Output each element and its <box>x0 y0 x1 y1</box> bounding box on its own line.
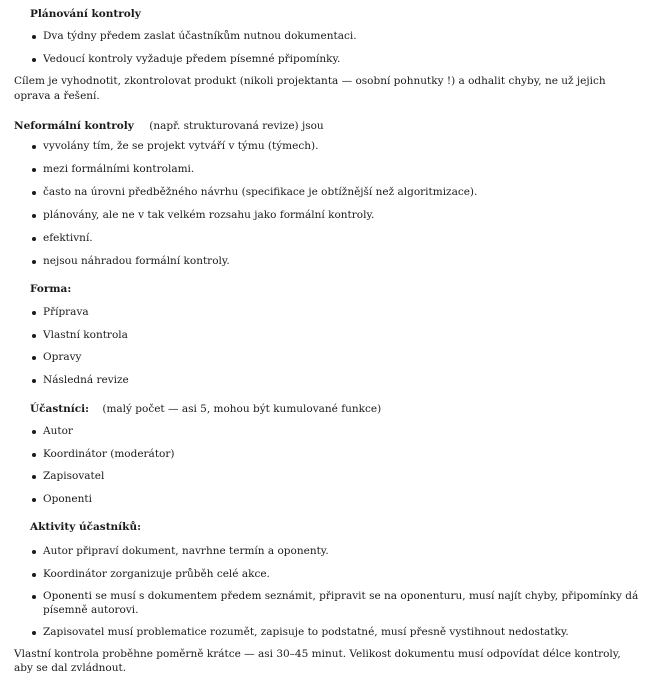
bullet-icon <box>32 311 36 315</box>
bullet-icon <box>32 379 36 383</box>
list-item: Koordinátor (moderátor) <box>43 448 175 460</box>
section-heading-ucastnici <box>30 402 381 417</box>
list-item: Oponenti <box>43 493 92 505</box>
list-item: Koordinátor zorganizuje průběh celé akce. <box>43 568 270 580</box>
list-item: Opravy <box>43 351 82 363</box>
section-heading-aktivity: Aktivity účastníků: <box>30 521 141 533</box>
list-item: Autor připraví dokument, navrhne termín a oponenty. <box>43 545 329 557</box>
bullet-icon <box>32 214 36 218</box>
paragraph-line: oprava a řešení. <box>14 90 100 102</box>
paragraph-line: Vlastní kontrola proběhne poměrně krátce — asi 30–45 minut. Velikost dokumentu musí odpovídat délce kontroly, <box>14 648 621 660</box>
bullet-icon <box>32 145 36 149</box>
list-item: Vlastní kontrola <box>43 329 128 341</box>
list-item-line: Oponenti se musí s dokumentem předem seznámit, připravit se na oponenturu, musí najít chyby, připomínky dá <box>43 590 639 602</box>
section-heading-forma: Forma: <box>30 283 72 295</box>
list-item-line: písemně autorovi. <box>43 604 139 616</box>
list-item: efektivní. <box>43 232 93 244</box>
heading-aside: (malý počet — asi 5, mohou být kumulované funkce) <box>102 403 382 415</box>
section-heading-neformalni <box>14 119 324 134</box>
bullet-icon <box>32 58 36 62</box>
bullet-icon <box>32 191 36 195</box>
list-item: mezi formálními kontrolami. <box>43 163 195 175</box>
list-item: Autor <box>43 425 73 437</box>
list-item: Zapisovatel musí problematice rozumět, zapisuje to podstatné, musí přesně vystihnout nedostatky. <box>43 626 569 638</box>
paragraph-line: Cílem je vyhodnotit, zkontrolovat produkt (nikoli projektanta — osobní pohnutky !) a odhalit chyby, ne už jejich <box>14 75 606 87</box>
list-item: vyvolány tím, že se projekt vytváří v týmu (týmech). <box>43 140 319 152</box>
bullet-icon <box>32 35 36 39</box>
bullet-icon <box>32 595 36 599</box>
list-item: Vedoucí kontroly vyžaduje předem písemné připomínky. <box>43 53 341 65</box>
list-item: plánovány, ale ne v tak velkém rozsahu jako formální kontroly. <box>43 209 375 221</box>
bullet-icon <box>32 550 36 554</box>
heading-text: Neformální kontroly <box>14 120 134 132</box>
section-heading-planovani: Plánování kontroly <box>30 8 141 20</box>
list-item: Zapisovatel <box>43 470 105 482</box>
heading-aside: (např. strukturovaná revize) jsou <box>149 120 324 132</box>
bullet-icon <box>32 453 36 457</box>
bullet-icon <box>32 168 36 172</box>
bullet-icon <box>32 260 36 264</box>
bullet-icon <box>32 498 36 502</box>
bullet-icon <box>32 237 36 241</box>
list-item: Následná revize <box>43 374 129 386</box>
bullet-icon <box>32 475 36 479</box>
bullet-icon <box>32 631 36 635</box>
heading-text: Účastníci: <box>30 403 89 415</box>
bullet-icon <box>32 334 36 338</box>
bullet-icon <box>32 356 36 360</box>
bullet-icon <box>32 430 36 434</box>
list-item: často na úrovni předběžného návrhu (specifikace je obtížnější než algoritmizace). <box>43 186 478 198</box>
paragraph-line: aby se dal zvládnout. <box>14 662 127 674</box>
list-item: Příprava <box>43 306 89 318</box>
list-item: Dva týdny předem zaslat účastníkům nutnou dokumentaci. <box>43 30 357 42</box>
list-item: nejsou náhradou formální kontroly. <box>43 255 230 267</box>
bullet-icon <box>32 573 36 577</box>
